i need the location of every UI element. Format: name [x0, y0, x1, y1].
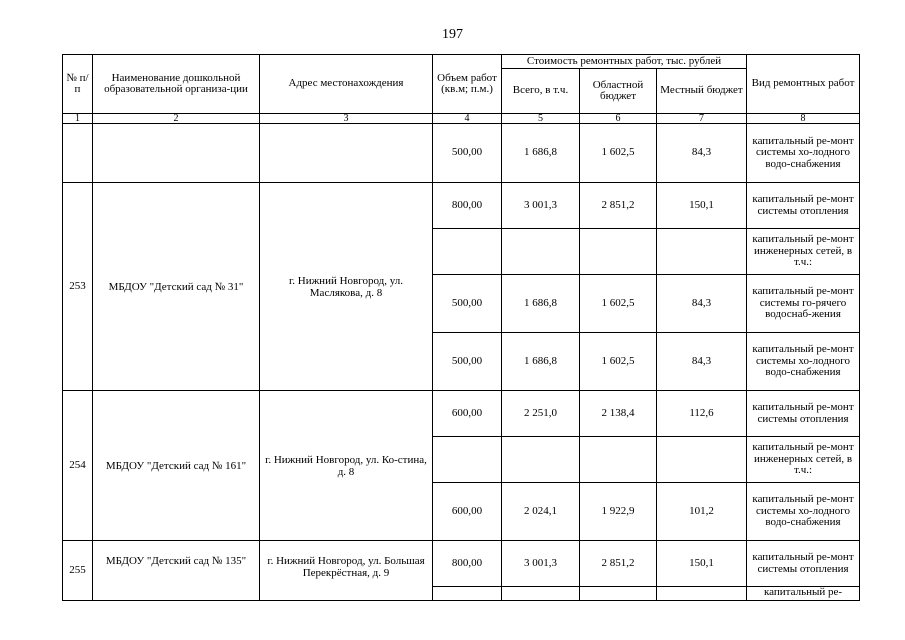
cell-kind: капитальный ре-: [747, 587, 860, 601]
row-address: [260, 124, 433, 183]
cell-total: 1 686,8: [502, 124, 580, 183]
cell-volume: 500,00: [433, 124, 502, 183]
cell-volume: 600,00: [433, 483, 502, 541]
cell-total: [502, 229, 580, 275]
cell-local: 101,2: [657, 483, 747, 541]
cell-total: 3 001,3: [502, 183, 580, 229]
page-number: 197: [442, 27, 463, 42]
column-number: 3: [260, 114, 433, 124]
org-address: г. Нижний Новгород, ул. Маслякова, д. 8: [260, 183, 433, 391]
cell-volume: 500,00: [433, 275, 502, 333]
table-row: [63, 183, 860, 229]
cell-regional: 1 922,9: [580, 483, 657, 541]
header-volume: Объем работ (кв.м; п.м.): [433, 55, 502, 114]
column-number: 2: [93, 114, 260, 124]
cell-regional: 1 602,5: [580, 333, 657, 391]
cell-volume: 600,00: [433, 391, 502, 437]
row-name: [93, 124, 260, 183]
org-address: г. Нижний Новгород, ул. Большая Перекрёстная, д. 9: [260, 541, 433, 601]
cell-volume: 800,00: [433, 541, 502, 587]
table-row: [63, 391, 860, 437]
cell-volume: [433, 437, 502, 483]
column-number: 4: [433, 114, 502, 124]
cell-kind: капитальный ре-монт системы отопления: [747, 183, 860, 229]
cell-regional: [580, 437, 657, 483]
cell-local: 150,1: [657, 541, 747, 587]
column-number: 6: [580, 114, 657, 124]
cell-volume: 500,00: [433, 333, 502, 391]
cell-regional: 2 851,2: [580, 183, 657, 229]
cell-regional: [580, 229, 657, 275]
cell-regional: 2 851,2: [580, 541, 657, 587]
org-name: МБДОУ "Детский сад № 161": [93, 391, 260, 541]
cell-local: [657, 229, 747, 275]
cell-kind: капитальный ре-монт системы хо-лодного водо-снабжения: [747, 483, 860, 541]
cell-local: 112,6: [657, 391, 747, 437]
cell-total: [502, 437, 580, 483]
cell-local: 150,1: [657, 183, 747, 229]
header-num: № п/п: [63, 55, 93, 114]
cell-local: 84,3: [657, 124, 747, 183]
repair-works-table: [62, 54, 860, 601]
cell-total: 2 024,1: [502, 483, 580, 541]
cell-volume: [433, 229, 502, 275]
column-number: 5: [502, 114, 580, 124]
row-num: 253: [63, 183, 93, 391]
cell-kind: капитальный ре-монт системы го-рячего водоснаб-жения: [747, 275, 860, 333]
cell-total: 1 686,8: [502, 333, 580, 391]
cell-local: 84,3: [657, 275, 747, 333]
header-kind: Вид ремонтных работ: [747, 55, 860, 114]
cell-local: [657, 587, 747, 601]
cell-local: [657, 437, 747, 483]
cell-kind: капитальный ре-монт инженерных сетей, в т.ч.:: [747, 437, 860, 483]
header-local: Местный бюджет: [657, 69, 747, 114]
header-name: Наименование дошкольной образовательной организа-ции: [93, 55, 260, 114]
row-num: [63, 124, 93, 183]
header-cost-group: Стоимость ремонтных работ, тыс. рублей: [502, 55, 747, 69]
cell-kind: капитальный ре-монт системы отопления: [747, 391, 860, 437]
org-name: МБДОУ "Детский сад № 135": [93, 541, 260, 601]
cell-total: 2 251,0: [502, 391, 580, 437]
column-number: 8: [747, 114, 860, 124]
cell-total: [502, 587, 580, 601]
column-number: 7: [657, 114, 747, 124]
cell-kind: капитальный ре-монт системы отопления: [747, 541, 860, 587]
org-address: г. Нижний Новгород, ул. Ко-стина, д. 8: [260, 391, 433, 541]
cell-kind: капитальный ре-монт инженерных сетей, в т.ч.:: [747, 229, 860, 275]
cell-regional: 1 602,5: [580, 124, 657, 183]
table-row: [63, 541, 860, 587]
table-body: [63, 124, 860, 601]
cell-regional: [580, 587, 657, 601]
column-numbers-row: [63, 114, 860, 124]
cell-regional: 1 602,5: [580, 275, 657, 333]
column-number: 1: [63, 114, 93, 124]
row-num: 254: [63, 391, 93, 541]
cell-kind: капитальный ре-монт системы хо-лодного водо-снабжения: [747, 124, 860, 183]
cell-volume: 800,00: [433, 183, 502, 229]
cell-local: 84,3: [657, 333, 747, 391]
cell-kind: капитальный ре-монт системы хо-лодного водо-снабжения: [747, 333, 860, 391]
org-name: МБДОУ "Детский сад № 31": [93, 183, 260, 391]
table-header: [63, 55, 860, 124]
cell-total: 3 001,3: [502, 541, 580, 587]
row-num: 255: [63, 541, 93, 601]
table-row: [63, 124, 860, 183]
cell-regional: 2 138,4: [580, 391, 657, 437]
cell-total: 1 686,8: [502, 275, 580, 333]
header-total: Всего, в т.ч.: [502, 69, 580, 114]
header-address: Адрес местонахождения: [260, 55, 433, 114]
cell-volume: [433, 587, 502, 601]
header-regional: Областной бюджет: [580, 69, 657, 114]
